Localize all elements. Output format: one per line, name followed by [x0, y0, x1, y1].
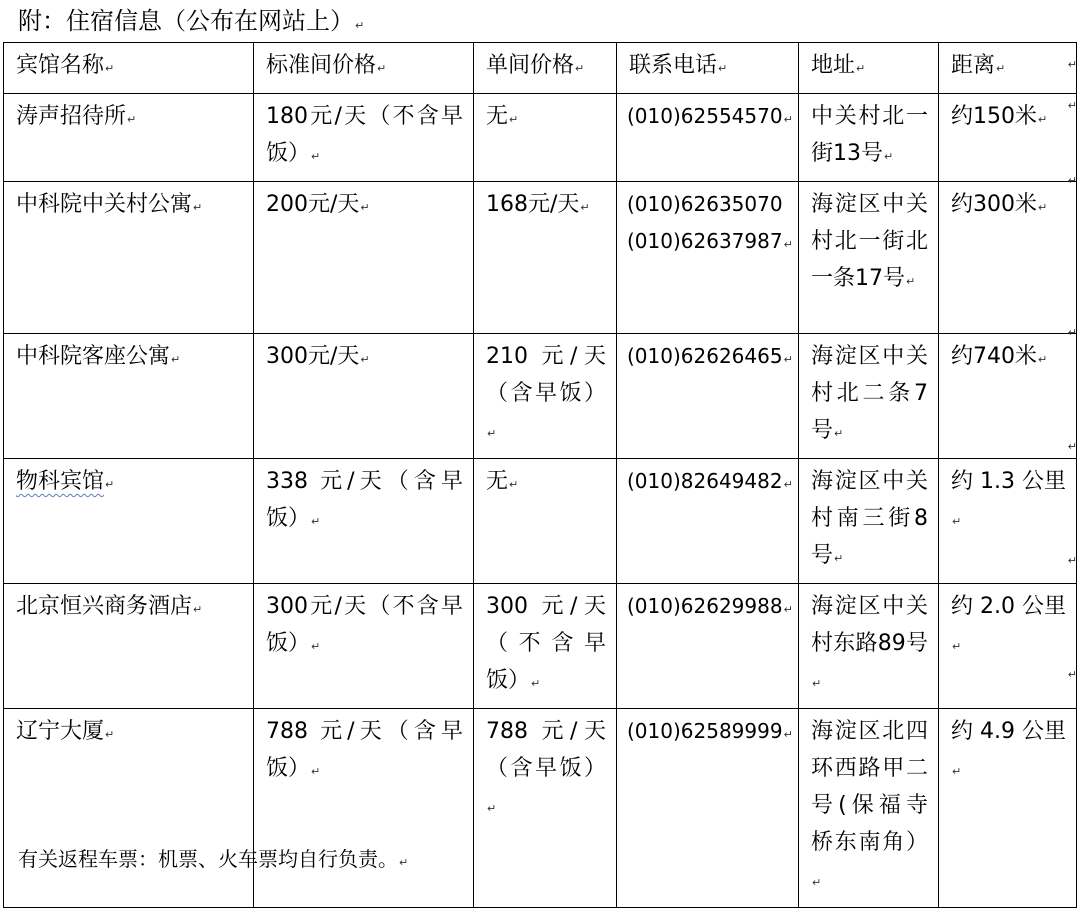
address-cell: 海淀区中关村北二条7号↵: [799, 334, 939, 459]
phone-cell: [617, 459, 799, 584]
standard-price-cell: 200元/天↵: [254, 182, 474, 334]
table-row: [4, 182, 1077, 334]
paragraph-mark-icon: ↵: [1038, 201, 1048, 214]
paragraph-mark-icon: ↵: [171, 353, 181, 366]
footnote: 有关返程车票：机票、火车票均自行负责。↵: [18, 847, 409, 871]
paragraph-mark-icon: ↵: [360, 353, 370, 366]
standard-price-cell: 300元/天↵: [254, 334, 474, 459]
paragraph-mark-icon: ↵: [311, 640, 321, 653]
paragraph-mark-icon: ↵: [311, 515, 321, 528]
row-end-mark-icon: ↵: [1067, 99, 1077, 112]
paragraph-mark-icon: ↵: [105, 728, 115, 741]
address-cell: 中关村北一街13号↵: [799, 94, 939, 182]
paragraph-mark-icon: ↵: [812, 876, 822, 889]
single-price-cell: 788 元/天（含早饭）↵: [474, 709, 617, 908]
column-header-address: 地址↵: [799, 43, 939, 94]
paragraph-mark-icon: ↵: [952, 765, 962, 778]
single-price-cell: 无↵: [474, 459, 617, 584]
column-header-name: 宾馆名称↵: [4, 43, 254, 94]
paragraph-mark-icon: ↵: [834, 427, 844, 440]
paragraph-mark-icon: ↵: [834, 552, 844, 565]
paragraph-mark-icon: ↵: [509, 478, 519, 491]
phone-cell: [617, 182, 799, 334]
page-heading: 附：住宿信息（公布在网站上）↵: [18, 7, 365, 35]
paragraph-mark-icon: ↵: [783, 728, 793, 741]
phone-number: (010)62637987: [627, 229, 783, 253]
paragraph-mark-icon: ↵: [906, 275, 916, 288]
paragraph-mark-icon: ↵: [355, 19, 365, 32]
lodging-table: [3, 42, 1077, 908]
paragraph-mark-icon: ↵: [193, 201, 203, 214]
hotel-name-cell: 物科宾馆↵: [4, 459, 254, 584]
paragraph-mark-icon: ↵: [1038, 113, 1048, 126]
phone-number: (010)62554570: [627, 104, 783, 128]
paragraph-mark-icon: ↵: [718, 62, 728, 75]
paragraph-mark-icon: ↵: [487, 427, 497, 440]
hotel-name-cell: 辽宁大厦↵: [4, 709, 254, 908]
distance-cell: 约 4.9 公里↵: [939, 709, 1077, 908]
table-row: [4, 584, 1077, 709]
address-cell: 海淀区中关村北一街北一条17号↵: [799, 182, 939, 334]
paragraph-mark-icon: ↵: [105, 478, 115, 491]
single-price-cell: 210 元/天（含早饭）↵: [474, 334, 617, 459]
single-price-cell: 168元/天↵: [474, 182, 617, 334]
table-row: [4, 334, 1077, 459]
paragraph-mark-icon: ↵: [952, 515, 962, 528]
paragraph-mark-icon: ↵: [1038, 353, 1048, 366]
paragraph-mark-icon: ↵: [783, 113, 793, 126]
paragraph-mark-icon: ↵: [952, 640, 962, 653]
standard-price-cell: 300元/天（不含早饭）↵: [254, 584, 474, 709]
phone-number: (010)62635070: [627, 192, 783, 216]
paragraph-mark-icon: ↵: [311, 765, 321, 778]
phone-number: (010)62589999: [627, 719, 783, 743]
row-end-mark-icon: ↵: [1067, 174, 1077, 187]
paragraph-mark-icon: ↵: [127, 113, 137, 126]
column-header-phone: 联系电话↵: [617, 43, 799, 94]
address-cell: 海淀区中关村东路89号↵: [799, 584, 939, 709]
paragraph-mark-icon: ↵: [399, 856, 409, 869]
row-end-mark-icon: ↵: [1067, 554, 1077, 567]
column-header-single-price: 单间价格↵: [474, 43, 617, 94]
hotel-name-cell: 北京恒兴商务酒店↵: [4, 584, 254, 709]
distance-cell: 约 2.0 公里↵: [939, 584, 1077, 709]
hotel-name-cell: 涛声招待所↵: [4, 94, 254, 182]
standard-price-cell: 338 元/天（含早饭）↵: [254, 459, 474, 584]
distance-cell: 约 1.3 公里↵: [939, 459, 1077, 584]
row-end-mark-icon: ↵: [1067, 440, 1077, 453]
paragraph-mark-icon: ↵: [580, 201, 590, 214]
table-header-row: [4, 43, 1077, 94]
paragraph-mark-icon: ↵: [105, 62, 115, 75]
paragraph-mark-icon: ↵: [377, 62, 387, 75]
address-cell: 海淀区中关村南三街8号↵: [799, 459, 939, 584]
paragraph-mark-icon: ↵: [783, 478, 793, 491]
hotel-name-cell: 中科院客座公寓↵: [4, 334, 254, 459]
phone-number: (010)62629988: [627, 594, 783, 618]
distance-cell: 约150米↵: [939, 94, 1077, 182]
single-price-cell: 300 元/天（不含早饭）↵: [474, 584, 617, 709]
distance-cell: 约300米↵: [939, 182, 1077, 334]
paragraph-mark-icon: ↵: [812, 677, 822, 690]
phone-number: (010)82649482: [627, 469, 783, 493]
row-end-mark-icon: ↵: [1067, 58, 1077, 71]
paragraph-mark-icon: ↵: [193, 603, 203, 616]
column-header-distance: 距离↵: [939, 43, 1077, 94]
paragraph-mark-icon: ↵: [575, 62, 585, 75]
paragraph-mark-icon: ↵: [531, 677, 541, 690]
paragraph-mark-icon: ↵: [509, 113, 519, 126]
phone-number: (010)62626465: [627, 344, 783, 368]
table-row: [4, 94, 1077, 182]
paragraph-mark-icon: ↵: [783, 353, 793, 366]
column-header-standard-price: 标准间价格↵: [254, 43, 474, 94]
paragraph-mark-icon: ↵: [884, 150, 894, 163]
single-price-cell: 无↵: [474, 94, 617, 182]
standard-price-cell: 180元/天（不含早饭）↵: [254, 94, 474, 182]
paragraph-mark-icon: ↵: [856, 62, 866, 75]
paragraph-mark-icon: ↵: [487, 802, 497, 815]
paragraph-mark-icon: ↵: [783, 238, 793, 251]
table-row: [4, 459, 1077, 584]
phone-cell: [617, 584, 799, 709]
paragraph-mark-icon: ↵: [360, 201, 370, 214]
paragraph-mark-icon: ↵: [783, 603, 793, 616]
hotel-name-cell: 中科院中关村公寓↵: [4, 182, 254, 334]
distance-cell: 约740米↵: [939, 334, 1077, 459]
phone-cell: [617, 709, 799, 908]
phone-cell: [617, 94, 799, 182]
standard-price-cell: 788 元/天（含早饭）↵: [254, 709, 474, 908]
paragraph-mark-icon: ↵: [311, 150, 321, 163]
address-cell: 海淀区北四环西路甲二号(保福寺桥东南角）↵: [799, 709, 939, 908]
row-end-mark-icon: ↵: [1067, 326, 1077, 339]
paragraph-mark-icon: ↵: [996, 62, 1006, 75]
row-end-mark-icon: ↵: [1067, 668, 1077, 681]
phone-cell: [617, 334, 799, 459]
